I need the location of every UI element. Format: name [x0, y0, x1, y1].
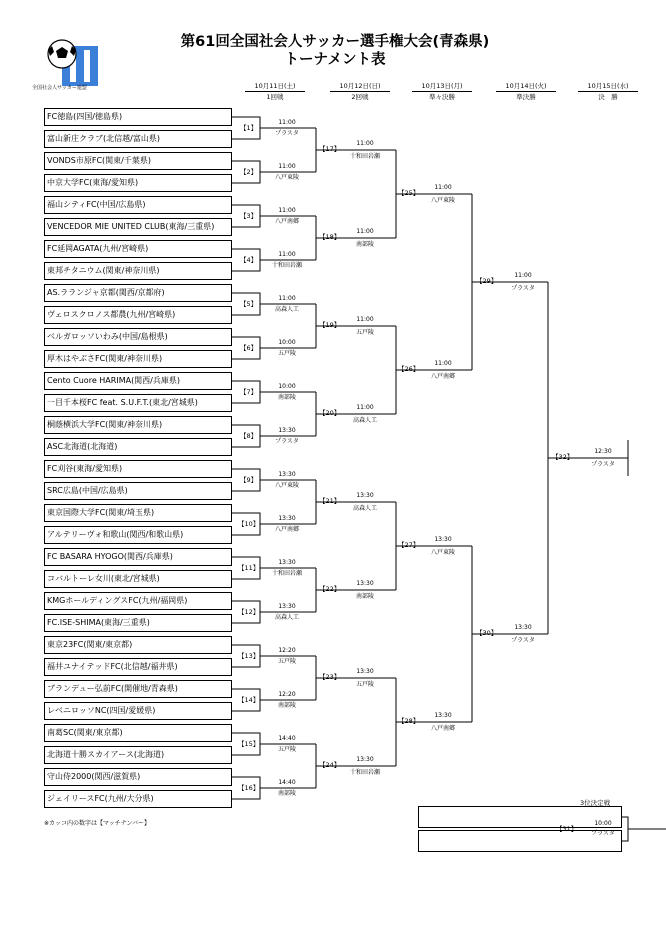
- match-time: 11:00: [356, 140, 374, 147]
- team-18: SRC広島(中国/広島県): [44, 482, 232, 500]
- match-num: 【17】: [319, 145, 341, 153]
- match-time: 10:00: [594, 820, 612, 827]
- match-venue: 五戸陵: [355, 329, 374, 336]
- team-22: コバルトーレ女川(東北/宮城県): [44, 570, 232, 588]
- round-name: 1回戦: [266, 93, 284, 101]
- round-date: 10月12日(日): [330, 82, 390, 92]
- team-11: ベルガロッソいわみ(中国/島根県): [44, 328, 232, 346]
- round-name: 2回戦: [351, 93, 369, 101]
- match-venue: 八戸東陵: [274, 174, 299, 181]
- match-time: 11:00: [514, 272, 532, 279]
- match-time: 14:40: [278, 735, 296, 742]
- match-time: 12:30: [594, 448, 612, 455]
- team-24: FC.ISE-SHIMA(東海/三重県): [44, 614, 232, 632]
- match-num: 【4】: [240, 256, 258, 264]
- match-venue: 八戸南郷: [430, 373, 455, 380]
- team-13: Cento Cuore HARIMA(関西/兵庫県): [44, 372, 232, 390]
- match-venue: 五戸陵: [355, 681, 374, 688]
- match-num: 【11】: [238, 564, 260, 572]
- match-num: 【6】: [240, 344, 258, 352]
- match-num: 【24】: [319, 761, 341, 769]
- match-venue: 五戸陵: [277, 350, 296, 357]
- logo-caption: 全国社会人サッカー連盟: [32, 85, 87, 91]
- match-time: 13:30: [278, 559, 296, 566]
- match-venue: 八戸東陵: [430, 549, 455, 556]
- match-num: 【7】: [240, 388, 258, 396]
- match-num: 【5】: [240, 300, 258, 308]
- team-21: FC BASARA HYOGO(関西/兵庫県): [44, 548, 232, 566]
- match-num: 【22】: [319, 585, 341, 593]
- team-4: 中京大学FC(東海/愛知県): [44, 174, 232, 192]
- match-time: 11:00: [278, 207, 296, 214]
- team-17: FC刈谷(東海/愛知県): [44, 460, 232, 478]
- match-num: 【28】: [398, 717, 420, 725]
- match-num: 【15】: [238, 740, 260, 748]
- match-num: 【1】: [240, 124, 258, 132]
- round-date: 10月13日(月): [412, 82, 472, 92]
- round-name: 決 勝: [598, 93, 618, 101]
- team-10: ヴェロスクロノス都農(九州/宮崎県): [44, 306, 232, 324]
- team-15: 桐蔭横浜大学FC(関東/神奈川県): [44, 416, 232, 434]
- match-time: 11:00: [356, 228, 374, 235]
- match-venue: 南部陵: [277, 702, 296, 709]
- team-7: FC延岡AGATA(九州/宮崎県): [44, 240, 232, 258]
- match-num: 【3】: [240, 212, 258, 220]
- match-num: 【8】: [240, 432, 258, 440]
- match-time: 11:00: [278, 163, 296, 170]
- match-num: 【18】: [319, 233, 341, 241]
- match-venue: プラスタ: [591, 461, 615, 468]
- match-num: 【21】: [319, 497, 341, 505]
- match-num: 【25】: [398, 189, 420, 197]
- match-venue: プラスタ: [275, 438, 299, 445]
- match-venue: プラスタ: [591, 830, 615, 837]
- match-num: 【30】: [476, 629, 498, 637]
- match-num: 【2】: [240, 168, 258, 176]
- match-time: 13:30: [434, 712, 452, 719]
- team-19: 東京国際大学FC(関東/埼玉県): [44, 504, 232, 522]
- match-venue: 八戸東陵: [274, 482, 299, 489]
- match-time: 13:30: [356, 492, 374, 499]
- match-num: 【23】: [319, 673, 341, 681]
- team-8: 東邦チタニウム(関東/神奈川県): [44, 262, 232, 280]
- match-num: 【16】: [238, 784, 260, 792]
- round-name: 準決勝: [516, 93, 536, 101]
- match-time: 11:00: [278, 119, 296, 126]
- match-venue: 八戸南郷: [274, 218, 299, 225]
- team-28: レベニロッソNC(四国/愛媛県): [44, 702, 232, 720]
- team-23: KMGホールディングスFC(九州/福岡県): [44, 592, 232, 610]
- team-3: VONDS市原FC(関東/千葉県): [44, 152, 232, 170]
- match-num: 【32】: [552, 453, 574, 461]
- team-2: 富山新庄クラブ(北信越/富山県): [44, 130, 232, 148]
- team-32: ジェイリースFC(九州/大分県): [44, 790, 232, 808]
- round-name: 準々決勝: [429, 93, 455, 101]
- match-time: 14:40: [278, 779, 296, 786]
- match-venue: プラスタ: [511, 285, 535, 292]
- match-venue: 十和田岩瀬: [271, 262, 302, 269]
- match-time: 12:20: [278, 647, 296, 654]
- round-date: 10月15日(水): [578, 82, 638, 92]
- match-time: 11:00: [356, 316, 374, 323]
- match-venue: 五戸陵: [277, 746, 296, 753]
- team-25: 東京23FC(関東/東京都): [44, 636, 232, 654]
- match-time: 13:30: [356, 756, 374, 763]
- match-num: 【14】: [238, 696, 260, 704]
- match-time: 11:00: [278, 295, 296, 302]
- team-20: アルテリーヴォ和歌山(関西/和歌山県): [44, 526, 232, 544]
- team-6: VENCEDOR MIE UNITED CLUB(東海/三重県): [44, 218, 232, 236]
- match-venue: 南部陵: [355, 241, 374, 248]
- match-time: 11:00: [434, 184, 452, 191]
- match-num: 【31】: [556, 825, 578, 833]
- third-place-title: 3位決定戦: [580, 799, 611, 807]
- match-num: 【19】: [319, 321, 341, 329]
- match-venue: 高森人工: [352, 417, 377, 424]
- match-num: 【13】: [238, 652, 260, 660]
- team-29: 南葛SC(関東/東京都): [44, 724, 232, 742]
- team-12: 厚木はやぶさFC(関東/神奈川県): [44, 350, 232, 368]
- match-time: 13:30: [434, 536, 452, 543]
- match-time: 13:30: [356, 580, 374, 587]
- team-26: 福井ユナイテッドFC(北信越/福井県): [44, 658, 232, 676]
- match-num: 【12】: [238, 608, 260, 616]
- match-time: 12:20: [278, 691, 296, 698]
- team-16: ASC北海道(北海道): [44, 438, 232, 456]
- team-1: FC徳島(四国/徳島県): [44, 108, 232, 126]
- match-venue: 高森人工: [274, 614, 299, 621]
- match-venue: 高森人工: [274, 306, 299, 313]
- match-venue: 八戸南郷: [430, 725, 455, 732]
- page-title: 第61回全国社会人サッカー選手権大会(青森県): [180, 34, 490, 50]
- match-venue: 十和田岩瀬: [271, 570, 302, 577]
- team-27: ブランデュー弘前FC(開催地/青森県): [44, 680, 232, 698]
- footnote: ※カッコ内の数字は【マッチナンバー】: [44, 820, 151, 827]
- match-venue: 南部陵: [277, 790, 296, 797]
- match-time: 13:30: [278, 471, 296, 478]
- match-venue: 八戸南郷: [274, 526, 299, 533]
- match-num: 【26】: [398, 365, 420, 373]
- match-time: 13:30: [278, 515, 296, 522]
- team-9: AS.ラランジャ京都(関西/京都府): [44, 284, 232, 302]
- round-date: 10月14日(火): [496, 82, 556, 92]
- team-14: 一目千本桜FC feat. S.U.F.T.(東北/宮城県): [44, 394, 232, 412]
- match-time: 13:30: [278, 603, 296, 610]
- match-time: 13:30: [278, 427, 296, 434]
- match-time: 10:00: [278, 339, 296, 346]
- match-num: 【27】: [398, 541, 420, 549]
- match-venue: 十和田岩瀬: [349, 769, 380, 776]
- match-venue: プラスタ: [275, 130, 299, 137]
- match-time: 11:00: [434, 360, 452, 367]
- round-date: 10月11日(土): [245, 82, 305, 92]
- match-venue: 八戸東陵: [430, 197, 455, 204]
- match-time: 11:00: [278, 251, 296, 258]
- match-num: 【29】: [476, 277, 498, 285]
- match-time: 13:30: [356, 668, 374, 675]
- team-5: 福山シティFC(中国/広島県): [44, 196, 232, 214]
- match-time: 11:00: [356, 404, 374, 411]
- match-venue: プラスタ: [511, 637, 535, 644]
- page-subtitle: トーナメント表: [284, 52, 386, 68]
- match-num: 【9】: [240, 476, 258, 484]
- match-venue: 南部陵: [277, 394, 296, 401]
- team-30: 北海道十勝スカイアース(北海道): [44, 746, 232, 764]
- match-num: 【10】: [238, 520, 260, 528]
- match-venue: 高森人工: [352, 505, 377, 512]
- team-31: 守山侍2000(関西/滋賀県): [44, 768, 232, 786]
- match-time: 10:00: [278, 383, 296, 390]
- match-venue: 南部陵: [355, 593, 374, 600]
- match-venue: 十和田岩瀬: [349, 153, 380, 160]
- match-num: 【20】: [319, 409, 341, 417]
- match-venue: 五戸陵: [277, 658, 296, 665]
- match-time: 13:30: [514, 624, 532, 631]
